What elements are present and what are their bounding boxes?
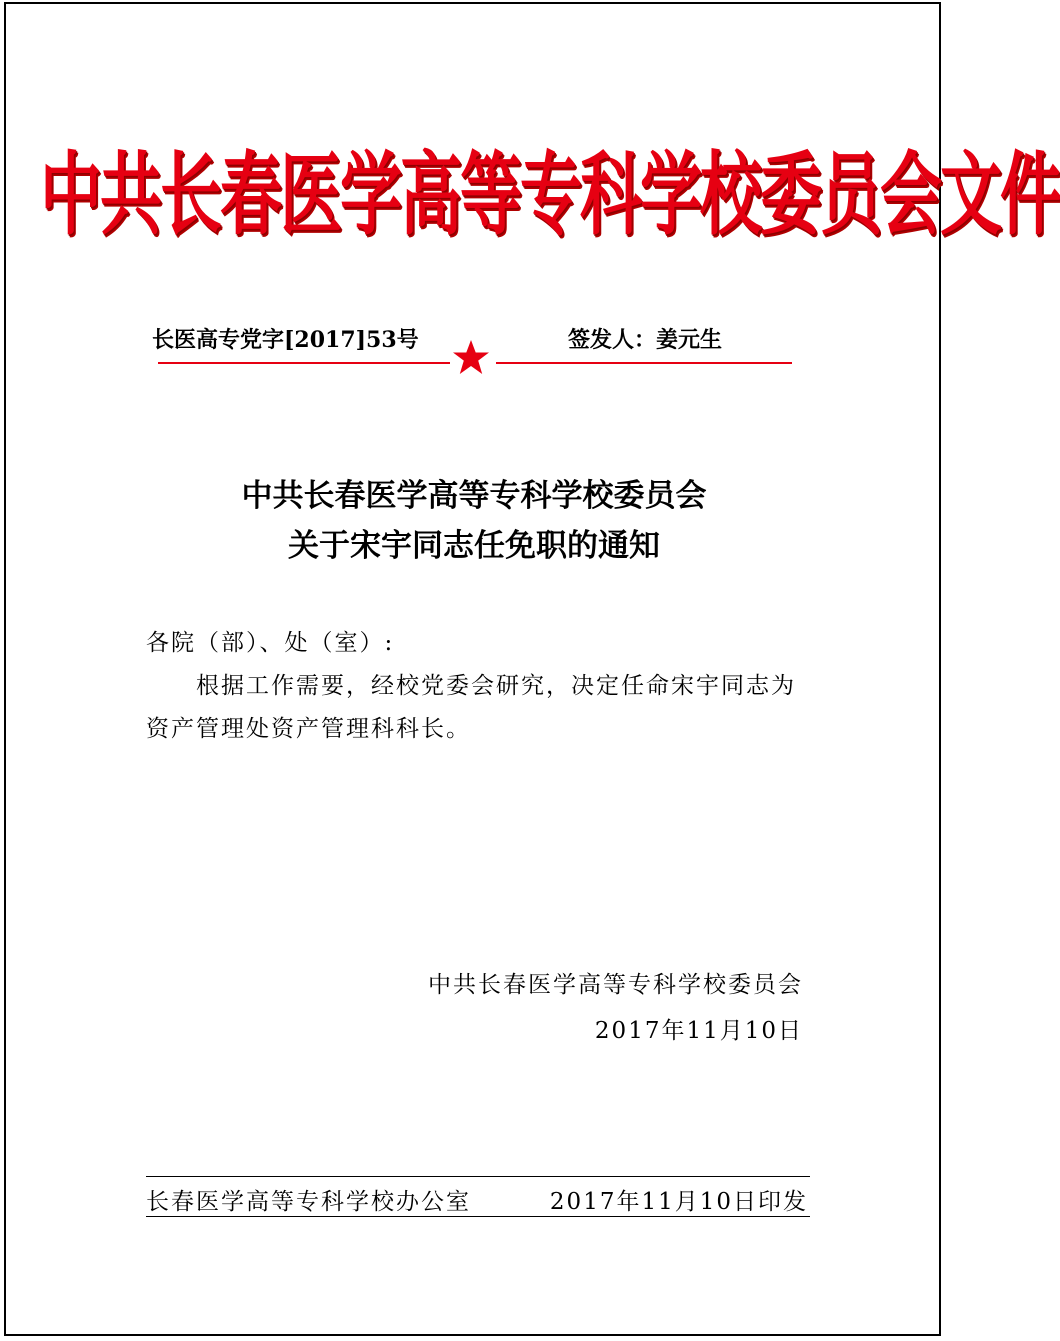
footer-issued-date: 2017年11月10日印发 bbox=[549, 1189, 808, 1215]
salutation: 各院（部）、处（室）: bbox=[146, 630, 395, 656]
header-rule-left bbox=[158, 362, 450, 364]
notice-title-line1: 中共长春医学高等专科学校委员会 bbox=[241, 478, 707, 514]
document-header-title: 中共长春医学高等专科学校委员会文件 bbox=[40, 141, 1060, 248]
document-number: 长医高专党字[2017]53号 bbox=[152, 327, 419, 353]
body-paragraph-line1: 根据工作需要，经校党委会研究，决定任命宋宇同志为 bbox=[196, 673, 796, 699]
star-icon bbox=[451, 338, 491, 378]
signer: 签发人：姜元生 bbox=[568, 327, 723, 353]
footer-issuer: 长春医学高等专科学校办公室 bbox=[146, 1189, 471, 1215]
body-paragraph-line2: 资产管理处资产管理科科长。 bbox=[146, 716, 471, 742]
notice-title-line2: 关于宋宇同志任免职的通知 bbox=[288, 528, 660, 564]
header-rule-right bbox=[496, 362, 792, 364]
signature-org: 中共长春医学高等专科学校委员会 bbox=[428, 972, 803, 998]
footer-rule-top bbox=[146, 1176, 810, 1177]
footer-rule-bottom bbox=[146, 1216, 810, 1217]
signature-date: 2017年11月10日 bbox=[594, 1018, 803, 1044]
